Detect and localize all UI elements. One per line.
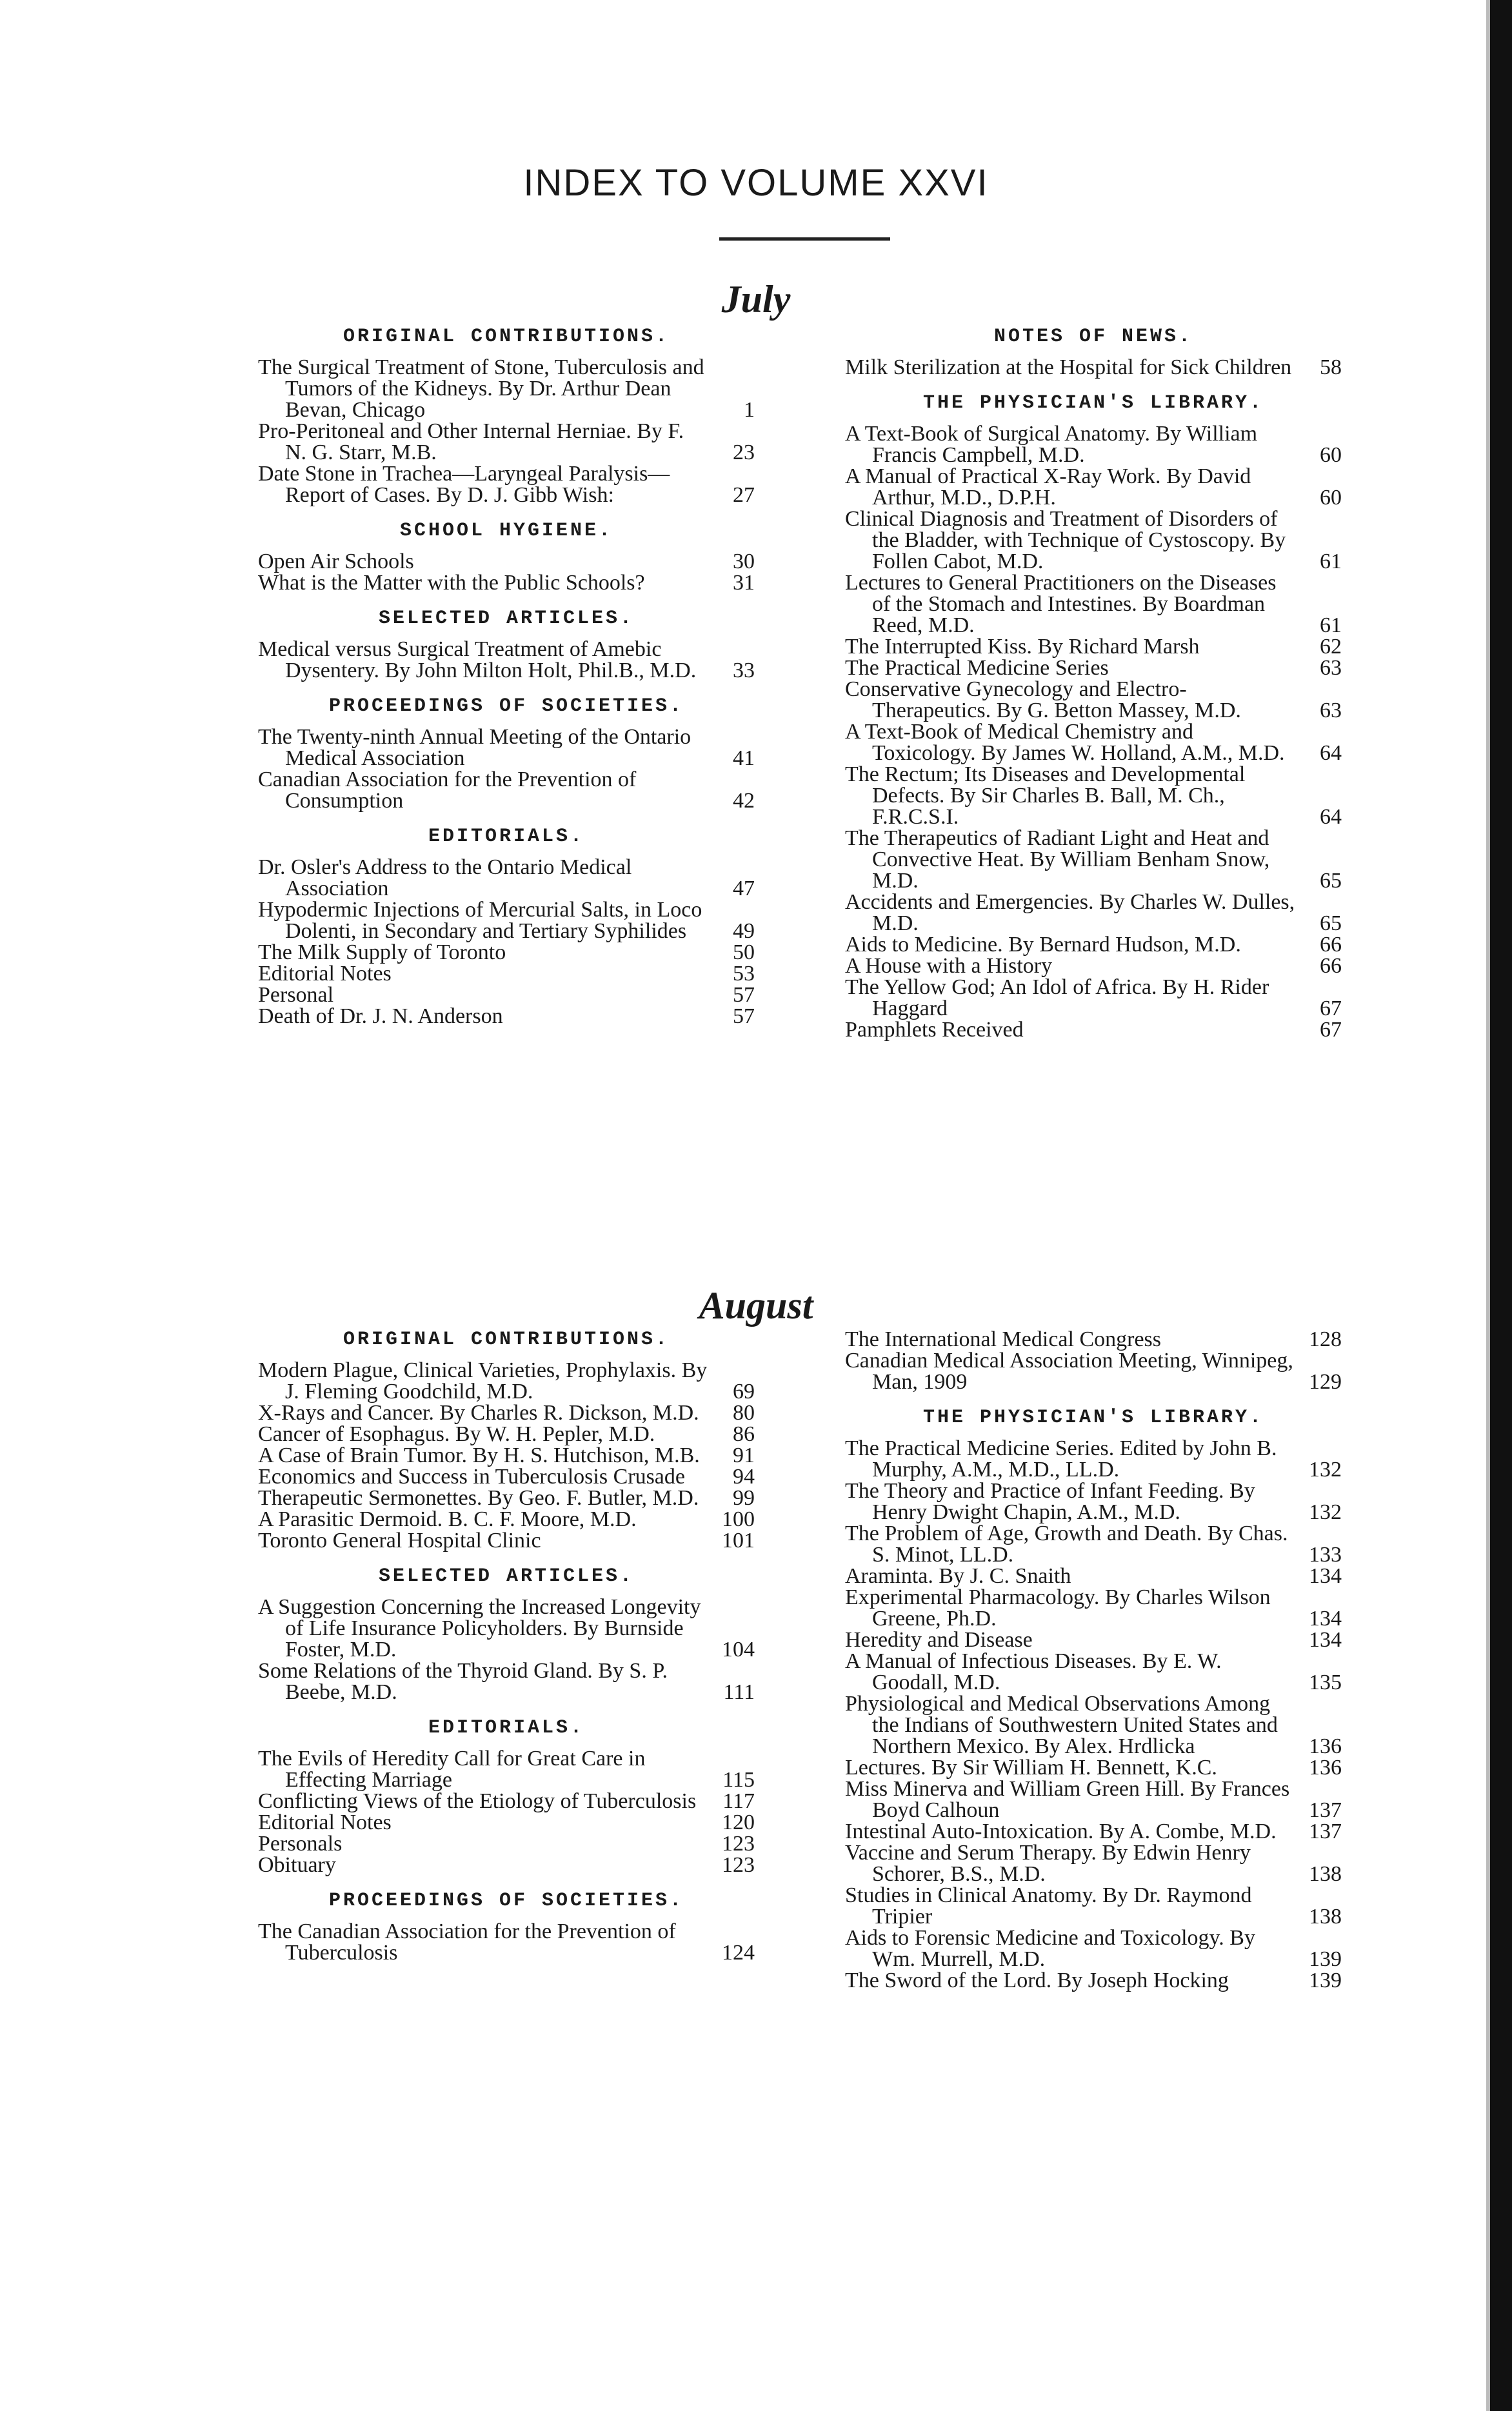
entry-page-number: 62 — [1320, 635, 1342, 659]
entry-page-number: 104 — [722, 1638, 755, 1662]
entry-title: The International Medical Congress — [845, 1327, 1162, 1351]
entry-page-number: 61 — [1320, 613, 1342, 637]
entry-page-number: 100 — [722, 1507, 755, 1531]
index-entry — [258, 1445, 755, 1466]
entry-page-number: 31 — [733, 571, 755, 595]
index-entry — [258, 899, 755, 942]
entry-title: The Interrupted Kiss. By Richard Marsh — [845, 635, 1200, 659]
section-heading: PROCEEDINGS OF SOCIETIES. — [328, 695, 684, 717]
entry-title: Cancer of Esophagus. By W. H. Pepler, M.D. — [258, 1422, 655, 1446]
index-entry — [845, 1587, 1342, 1629]
index-entry — [845, 636, 1342, 657]
index-entry — [845, 1778, 1342, 1821]
index-entry — [845, 1970, 1342, 1991]
index-entry — [845, 1693, 1342, 1757]
entry-title: The Twenty-ninth Annual Meeting of the Ontario Medical Association — [258, 725, 691, 770]
section-heading: ORIGINAL CONTRIBUTIONS. — [343, 1329, 670, 1351]
entry-page-number: 61 — [1320, 550, 1342, 573]
entry-title: Miss Minerva and William Green Hill. By Frances Boyd Calhoun — [845, 1777, 1290, 1822]
page-title: INDEX TO VOLUME XXVI — [523, 162, 989, 204]
index-entry — [845, 1438, 1342, 1480]
entry-page-number: 138 — [1309, 1905, 1342, 1929]
entry-page-number: 66 — [1320, 933, 1342, 957]
entry-title: Editorial Notes — [258, 1811, 392, 1834]
index-entry — [845, 955, 1342, 977]
entry-page-number: 30 — [733, 550, 755, 573]
index-entry — [258, 857, 755, 899]
entry-title: Canadian Medical Association Meeting, Winnipeg, Man, 1909 — [845, 1349, 1293, 1394]
entry-page-number: 67 — [1320, 997, 1342, 1020]
entry-title: Canadian Association for the Prevention of Consumption — [258, 768, 637, 813]
index-entry — [845, 828, 1342, 891]
index-entry — [845, 1757, 1342, 1778]
entry-page-number: 57 — [733, 983, 755, 1007]
entry-page-number: 57 — [733, 1004, 755, 1028]
section-heading: SCHOOL HYGIENE. — [399, 520, 613, 542]
index-entry — [258, 1424, 755, 1445]
index-entry — [258, 1402, 755, 1424]
entry-page-number: 65 — [1320, 869, 1342, 893]
index-entry — [845, 891, 1342, 934]
index-entry — [845, 1821, 1342, 1842]
entry-page-number: 69 — [733, 1380, 755, 1404]
entry-page-number: 136 — [1309, 1734, 1342, 1758]
entry-title: A Parasitic Dermoid. B. C. F. Moore, M.D. — [258, 1507, 637, 1531]
index-entry — [845, 466, 1342, 508]
entry-title: Therapeutic Sermonettes. By Geo. F. Butler, M.D. — [258, 1486, 699, 1510]
august-left-column — [258, 1329, 755, 1963]
index-entry — [258, 1509, 755, 1530]
page-edge-shadow — [1486, 0, 1490, 2411]
entry-page-number: 134 — [1309, 1564, 1342, 1588]
entry-title: The Canadian Association for the Prevention of Tuberculosis — [258, 1920, 676, 1965]
entry-page-number: 67 — [1320, 1018, 1342, 1042]
entry-title: The Therapeutics of Radiant Light and Heat and Convective Heat. By William Benham Snow, M.D. — [845, 826, 1270, 893]
index-entry — [258, 1360, 755, 1402]
entry-page-number: 60 — [1320, 486, 1342, 510]
index-entry — [258, 1530, 755, 1551]
index-entry — [258, 1748, 755, 1791]
index-entry — [845, 679, 1342, 721]
entry-page-number: 117 — [722, 1789, 755, 1813]
entry-title: Death of Dr. J. N. Anderson — [258, 1004, 503, 1028]
entry-title: Intestinal Auto-Intoxication. By A. Combe, M.D. — [845, 1820, 1277, 1843]
entry-title: Open Air Schools — [258, 550, 414, 573]
entry-title: X-Rays and Cancer. By Charles R. Dickson, M.D. — [258, 1401, 699, 1425]
index-entry — [845, 977, 1342, 1019]
index-entry — [258, 1812, 755, 1833]
entry-title: The Problem of Age, Growth and Death. By Chas. S. Minot, LL.D. — [845, 1522, 1288, 1567]
entry-page-number: 91 — [733, 1444, 755, 1467]
section-heading: SELECTED ARTICLES. — [378, 608, 635, 630]
index-entry — [845, 1842, 1342, 1885]
entry-page-number: 135 — [1309, 1671, 1342, 1694]
entry-page-number: 49 — [733, 919, 755, 943]
entry-page-number: 64 — [1320, 805, 1342, 829]
entry-title: The Practical Medicine Series. Edited by John B. Murphy, A.M., M.D., LL.D. — [845, 1436, 1277, 1482]
entry-title: Some Relations of the Thyroid Gland. By S. P. Beebe, M.D. — [258, 1659, 668, 1704]
entry-title: A Manual of Infectious Diseases. By E. W. Goodall, M.D. — [845, 1649, 1222, 1694]
index-entry — [845, 934, 1342, 955]
entry-page-number: 23 — [733, 441, 755, 464]
entry-title: Medical versus Surgical Treatment of Amebic Dysentery. By John Milton Holt, Phil.B., M.D. — [258, 637, 697, 682]
entry-title: A Text-Book of Surgical Anatomy. By William Francis Campbell, M.D. — [845, 422, 1258, 467]
entry-page-number: 58 — [1320, 355, 1342, 379]
entry-page-number: 123 — [722, 1853, 755, 1877]
entry-title: A Text-Book of Medical Chemistry and Toxicology. By James W. Holland, A.M., M.D. — [845, 720, 1285, 765]
entry-title: The Milk Supply of Toronto — [258, 940, 506, 964]
index-entry — [258, 1791, 755, 1812]
index-entry — [258, 984, 755, 1006]
index-entry — [845, 1565, 1342, 1587]
entry-title: Modern Plague, Clinical Varieties, Prophylaxis. By J. Fleming Goodchild, M.D. — [258, 1358, 708, 1404]
section-heading: THE PHYSICIAN'S LIBRARY. — [922, 1407, 1264, 1429]
entry-title: Pamphlets Received — [845, 1018, 1024, 1042]
entry-title: The Sword of the Lord. By Joseph Hocking — [845, 1969, 1229, 1992]
entry-title: Physiological and Medical Observations Among the Indians of Southwestern United States and Northern Mexico. By Alex. Hrdlicka — [845, 1692, 1278, 1758]
index-entry — [845, 1329, 1342, 1350]
entry-title: Date Stone in Trachea—Laryngeal Paralysis—Report of Cases. By D. J. Gibb Wish: — [258, 462, 670, 507]
july-right-column — [845, 326, 1342, 1040]
index-entry — [258, 572, 755, 593]
entry-title: Vaccine and Serum Therapy. By Edwin Henry Schorer, B.S., M.D. — [845, 1841, 1251, 1886]
entry-page-number: 63 — [1320, 699, 1342, 722]
entry-page-number: 1 — [744, 398, 755, 422]
index-entry — [845, 1885, 1342, 1927]
entry-title: What is the Matter with the Public Schools? — [258, 571, 645, 595]
index-entry — [845, 508, 1342, 572]
entry-title: Conservative Gynecology and Electro-Therapeutics. By G. Betton Massey, M.D. — [845, 677, 1241, 722]
entry-page-number: 64 — [1320, 741, 1342, 765]
entry-page-number: 120 — [722, 1811, 755, 1834]
entry-page-number: 50 — [733, 940, 755, 964]
entry-title: Araminta. By J. C. Snaith — [845, 1564, 1071, 1588]
entry-title: Editorial Notes — [258, 962, 392, 986]
entry-page-number: 86 — [733, 1422, 755, 1446]
entry-page-number: 115 — [722, 1768, 755, 1792]
entry-page-number: 136 — [1309, 1756, 1342, 1780]
section-heading: ORIGINAL CONTRIBUTIONS. — [343, 326, 670, 348]
index-entry — [258, 1921, 755, 1963]
entry-page-number: 111 — [723, 1680, 755, 1704]
entry-title: Pro-Peritoneal and Other Internal Herniae. By F. N. G. Starr, M.B. — [258, 419, 684, 464]
entry-page-number: 134 — [1309, 1628, 1342, 1652]
entry-title: Economics and Success in Tuberculosis Crusade — [258, 1465, 685, 1489]
entry-title: Aids to Forensic Medicine and Toxicology. By Wm. Murrell, M.D. — [845, 1926, 1255, 1971]
index-entry — [845, 423, 1342, 466]
index-entry — [845, 1629, 1342, 1651]
entry-title: The Evils of Heredity Call for Great Care in Effecting Marriage — [258, 1747, 646, 1792]
entry-page-number: 94 — [733, 1465, 755, 1489]
entry-title: A Manual of Practical X-Ray Work. By David Arthur, M.D., D.P.H. — [845, 464, 1251, 510]
index-entry — [258, 551, 755, 572]
entry-title: Obituary — [258, 1853, 336, 1877]
index-entry — [258, 421, 755, 463]
index-entry — [258, 769, 755, 811]
entry-page-number: 139 — [1309, 1947, 1342, 1971]
entry-page-number: 63 — [1320, 656, 1342, 680]
month-heading-august: August — [699, 1284, 813, 1327]
section-heading: EDITORIALS. — [428, 1717, 585, 1739]
index-entry — [845, 1651, 1342, 1693]
index-entry — [258, 963, 755, 984]
july-left-column — [258, 326, 755, 1027]
entry-title: The Yellow God; An Idol of Africa. By H. Rider Haggard — [845, 975, 1269, 1020]
entry-title: Aids to Medicine. By Bernard Hudson, M.D. — [845, 933, 1241, 957]
index-entry — [258, 1660, 755, 1703]
entry-page-number: 137 — [1309, 1820, 1342, 1843]
index-entry — [845, 1019, 1342, 1040]
entry-title: A Case of Brain Tumor. By H. S. Hutchison, M.B. — [258, 1444, 700, 1467]
entry-title: Heredity and Disease — [845, 1628, 1033, 1652]
index-entry — [845, 1350, 1342, 1393]
page-edge — [1490, 0, 1512, 2411]
entry-page-number: 80 — [733, 1401, 755, 1425]
entry-title: The Surgical Treatment of Stone, Tuberculosis and Tumors of the Kidneys. By Dr. Arthur Dean Bevan, Chicago — [258, 355, 704, 422]
entry-title: Experimental Pharmacology. By Charles Wilson Greene, Ph.D. — [845, 1585, 1271, 1631]
entry-title: A House with a History — [845, 954, 1053, 978]
entry-page-number: 101 — [722, 1529, 755, 1553]
entry-page-number: 134 — [1309, 1607, 1342, 1631]
entry-page-number: 60 — [1320, 443, 1342, 467]
entry-title: The Rectum; Its Diseases and Developmental Defects. By Sir Charles B. Ball, M. Ch., F.R.C.S.I. — [845, 762, 1246, 829]
entry-page-number: 66 — [1320, 954, 1342, 978]
entry-title: Clinical Diagnosis and Treatment of Disorders of the Bladder, with Technique of Cystoscopy. By Follen Cabot, M.D. — [845, 507, 1286, 573]
entry-page-number: 27 — [733, 483, 755, 507]
index-entry — [258, 1833, 755, 1854]
entry-title: Lectures to General Practitioners on the Diseases of the Stomach and Intestines. By Boardman Reed, M.D. — [845, 571, 1277, 637]
entry-page-number: 41 — [733, 746, 755, 770]
index-entry — [845, 721, 1342, 764]
entry-title: Accidents and Emergencies. By Charles W. Dulles, M.D. — [845, 890, 1295, 935]
index-entry — [258, 942, 755, 963]
entry-title: The Practical Medicine Series — [845, 656, 1109, 680]
entry-page-number: 133 — [1309, 1543, 1342, 1567]
index-entry — [258, 726, 755, 769]
entry-page-number: 65 — [1320, 911, 1342, 935]
entry-title: Studies in Clinical Anatomy. By Dr. Raymond Tripier — [845, 1883, 1252, 1929]
index-entry — [258, 357, 755, 421]
title-rule — [719, 237, 890, 241]
entry-title: Milk Sterilization at the Hospital for Sick Children — [845, 355, 1292, 379]
month-heading-july: July — [721, 278, 791, 321]
index-entry — [258, 463, 755, 506]
index-entry — [845, 572, 1342, 636]
index-entry — [258, 1854, 755, 1876]
entry-page-number: 128 — [1309, 1327, 1342, 1351]
entry-title: The Theory and Practice of Infant Feeding. By Henry Dwight Chapin, A.M., M.D. — [845, 1479, 1255, 1524]
entry-page-number: 129 — [1309, 1370, 1342, 1394]
entry-title: Hypodermic Injections of Mercurial Salts, in Loco Dolenti, in Secondary and Tertiary Syphilides — [258, 898, 702, 943]
entry-page-number: 42 — [733, 789, 755, 813]
entry-title: Toronto General Hospital Clinic — [258, 1529, 541, 1553]
section-heading: SELECTED ARTICLES. — [378, 1565, 635, 1587]
index-entry — [258, 1487, 755, 1509]
entry-page-number: 139 — [1309, 1969, 1342, 1992]
index-entry — [258, 1596, 755, 1660]
index-entry — [258, 1466, 755, 1487]
entry-page-number: 53 — [733, 962, 755, 986]
entry-page-number: 99 — [733, 1486, 755, 1510]
index-entry — [845, 1927, 1342, 1970]
entry-page-number: 138 — [1309, 1862, 1342, 1886]
entry-title: Lectures. By Sir William H. Bennett, K.C. — [845, 1756, 1217, 1780]
entry-title: A Suggestion Concerning the Increased Longevity of Life Insurance Policyholders. By Burnside Foster, M.D. — [258, 1595, 701, 1662]
entry-title: Conflicting Views of the Etiology of Tuberculosis — [258, 1789, 697, 1813]
august-right-column — [845, 1329, 1342, 1991]
entry-title: Dr. Osler's Address to the Ontario Medical Association — [258, 855, 632, 900]
index-entry — [845, 1523, 1342, 1565]
index-entry — [845, 1480, 1342, 1523]
index-entry — [845, 764, 1342, 828]
entry-page-number: 123 — [722, 1832, 755, 1856]
section-heading: PROCEEDINGS OF SOCIETIES. — [328, 1890, 684, 1912]
index-entry — [258, 639, 755, 681]
section-heading: EDITORIALS. — [428, 826, 585, 848]
index-entry — [845, 357, 1342, 378]
section-heading: THE PHYSICIAN'S LIBRARY. — [922, 392, 1264, 414]
entry-page-number: 33 — [733, 659, 755, 682]
index-entry — [258, 1006, 755, 1027]
section-heading: NOTES OF NEWS. — [993, 326, 1193, 348]
entry-page-number: 132 — [1309, 1458, 1342, 1482]
entry-page-number: 132 — [1309, 1500, 1342, 1524]
entry-page-number: 47 — [733, 877, 755, 900]
entry-page-number: 137 — [1309, 1798, 1342, 1822]
entry-page-number: 124 — [722, 1941, 755, 1965]
entry-title: Personals — [258, 1832, 343, 1856]
entry-title: Personal — [258, 983, 334, 1007]
index-entry — [845, 657, 1342, 679]
